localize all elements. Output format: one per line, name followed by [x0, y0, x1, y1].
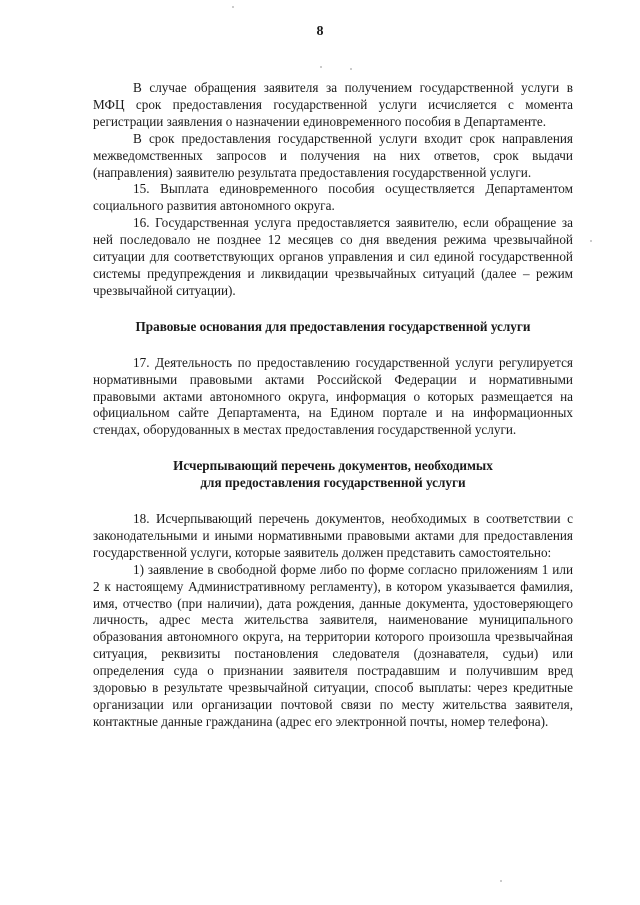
paragraph-18: 18. Исчерпывающий перечень документов, необходимых в соответствии с законодательными и иными нормативными правовыми актами для предоставления государственной услуги, которые заявитель должен представить самостоятельно: — [93, 511, 573, 560]
document-body — [93, 80, 573, 731]
scan-speck — [350, 68, 352, 70]
paragraph-term-includes: В срок предоставления государственной услуги входит срок направления межведомственных запросов и получения на них ответов, срок выдачи (направления) заявителю результата предоставления государственной услуги. — [93, 130, 573, 180]
paragraph-15: 15. Выплата единовременного пособия осуществляется Департаментом социального развития автономного округа. — [93, 181, 573, 214]
paragraph-16: 16. Государственная услуга предоставляется заявителю, если обращение за ней последовало не позднее 12 месяцев со дня введения режима чрезвычайной ситуации для соответствующих органов управления и сил единой государственной системы предупреждения и ликвидации чрезвычайных ситуаций (далее – режим чрезвычайной ситуации). — [93, 215, 573, 298]
paragraph-17: 17. Деятельность по предоставлению государственной услуги регулируется нормативными правовыми актами Российской Федерации и нормативными правовыми актами автономного округа, информация о которых размещается на официальном сайте Департамента, на Едином портале и на информационных стендах, оборудованных в местах предоставления государственной услуги. — [93, 354, 573, 438]
scan-speck — [320, 66, 322, 68]
heading-legal-basis: Правовые основания для предоставления государственной услуги — [135, 318, 531, 334]
scan-speck — [232, 6, 234, 8]
paragraph-mfc-term: В случае обращения заявителя за получением государственной услуги в МФЦ срок предоставления государственной услуги исчисляется с момента регистрации заявления о назначении единовременного пособия в Департаменте. — [93, 80, 573, 129]
heading-documents-line-1: Исчерпывающий перечень документов, необходимых — [173, 458, 493, 474]
heading-documents-line-2: для предоставления государственной услуги — [200, 475, 466, 491]
scan-speck — [500, 880, 502, 882]
paragraph-18-item-1: 1) заявление в свободной форме либо по форме согласно приложениям 1 или 2 к настоящему Административному регламенту), в котором указывается фамилия, имя, отчество (при наличии), дата рождения, данные документа, удостоверяющего личность, адрес места жительства заявителя, наименование муниципального образования автономного округа, на территории которого произошла чрезвычайная ситуация, реквизиты постановления следователя (дознавателя, судьи) или определения суда о признании заявителя пострадавшим и получившим вред здоровью в результате чрезвычайной ситуации, способ выплаты: через кредитные организации или организации почтовой связи по месту жительства заявителя, контактные данные гражданина (адрес его электронной почты, номер телефона). — [93, 561, 573, 729]
scan-speck — [590, 240, 592, 242]
page-number: 8 — [316, 24, 324, 39]
heading-documents-list — [93, 458, 573, 492]
